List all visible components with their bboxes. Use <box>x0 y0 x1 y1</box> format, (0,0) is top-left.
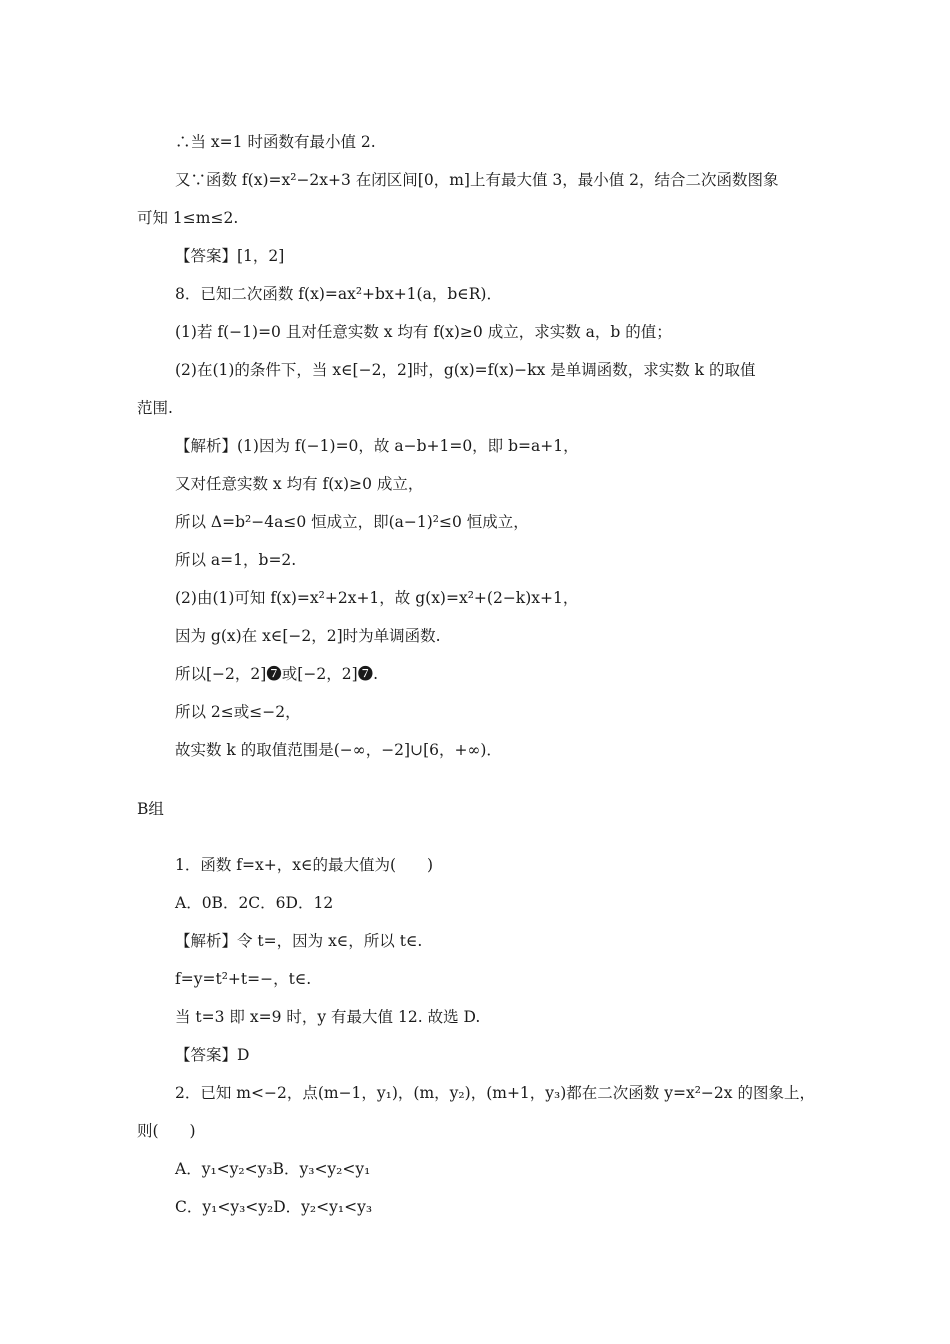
text-line: 所以[−2，2]❼或[−2，2]❼. <box>175 665 379 683</box>
options-line: A．y₁<y₂<y₃B．y₃<y₂<y₁ <box>175 1160 371 1178</box>
answer-line: 【答案】[1，2] <box>175 247 285 265</box>
text-line: 所以 a=1，b=2. <box>175 551 297 569</box>
text-line: (2)在(1)的条件下，当 x∈[−2，2]时，g(x)=f(x)−kx 是单调函数，求实数 k 的取值 <box>175 361 756 379</box>
text-line: ∴当 x=1 时函数有最小值 2. <box>175 133 376 151</box>
text-line: 当 t=3 即 x=9 时，y 有最大值 12. 故选 D. <box>175 1008 481 1026</box>
text-line: 又对任意实数 x 均有 f(x)≥0 成立， <box>175 475 424 493</box>
analysis-line: 【解析】(1)因为 f(−1)=0，故 a−b+1=0，即 b=a+1， <box>175 437 579 455</box>
options-line: C．y₁<y₃<y₂D．y₂<y₁<y₃ <box>175 1198 373 1216</box>
text-line: 又∵函数 f(x)=x²−2x+3 在闭区间[0，m]上有最大值 3，最小值 2，结合二次函数图象 <box>175 171 779 189</box>
analysis-line: 【解析】令 t=，因为 x∈，所以 t∈. <box>175 932 423 950</box>
text-line: 范围. <box>137 399 173 417</box>
text-line: 因为 g(x)在 x∈[−2，2]时为单调函数. <box>175 627 441 645</box>
text-line: f=y=t²+t=−，t∈. <box>175 970 312 988</box>
text-line: 故实数 k 的取值范围是(−∞，−2]∪[6，+∞)． <box>175 741 502 759</box>
options-line: A．0B．2C．6D．12 <box>175 894 334 912</box>
question-1: 1．函数 f=x+，x∈的最大值为( ) <box>175 856 434 874</box>
question-2: 2．已知 m<−2，点(m−1，y₁)，(m，y₂)，(m+1，y₃)都在二次函数 y=x²−2x 的图象上， <box>175 1084 815 1102</box>
answer-line: 【答案】D <box>175 1046 250 1064</box>
text-line: 则( ) <box>137 1122 196 1140</box>
text-line: 可知 1≤m≤2. <box>137 209 239 227</box>
text-line: 所以 2≤或≤−2， <box>175 703 301 721</box>
text-line: (2)由(1)可知 f(x)=x²+2x+1，故 g(x)=x²+(2−k)x+1， <box>175 589 579 607</box>
section-heading: B组 <box>137 800 164 818</box>
text-line: (1)若 f(−1)=0 且对任意实数 x 均有 f(x)≥0 成立，求实数 a，b 的值； <box>175 323 672 341</box>
text-line: 所以 Δ=b²−4a≤0 恒成立，即(a−1)²≤0 恒成立， <box>175 513 529 531</box>
question-8: 8．已知二次函数 f(x)=ax²+bx+1(a，b∈R)． <box>175 285 502 303</box>
